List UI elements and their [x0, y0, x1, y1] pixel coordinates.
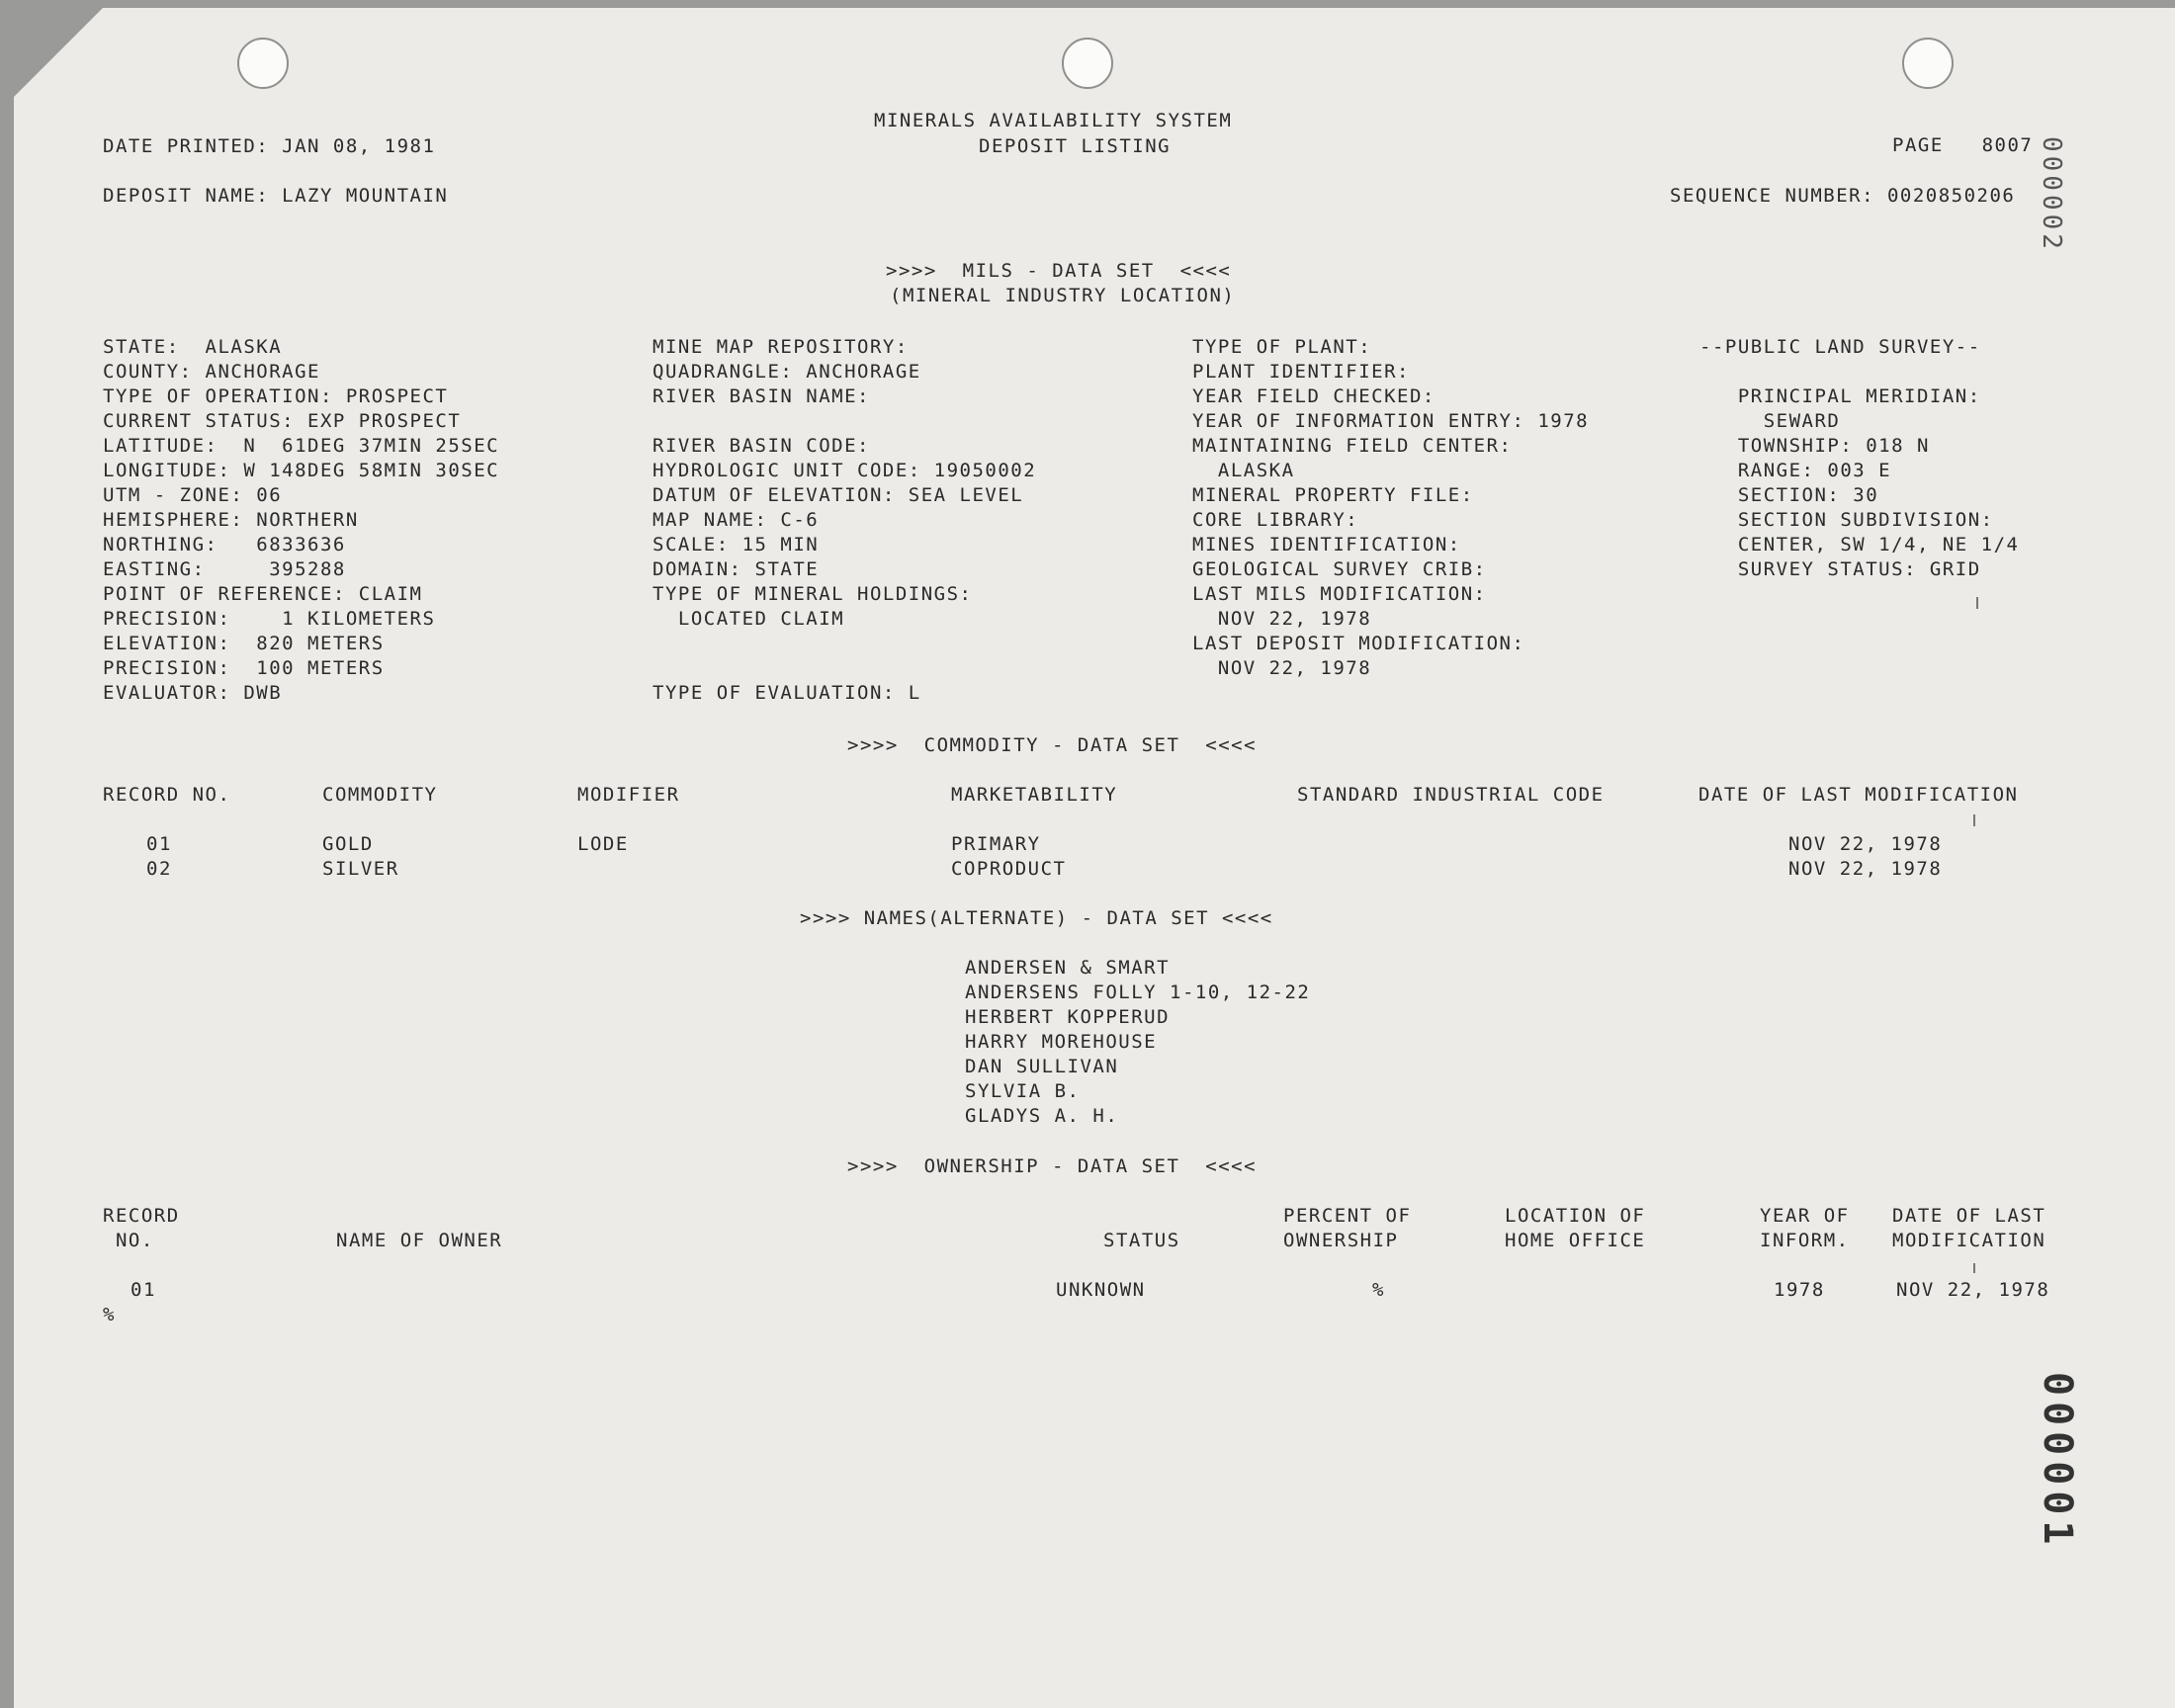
- table-row: NOV 22, 1978: [1896, 1279, 2050, 1301]
- ownership-header-date: DATE OF LAST MODIFICATION: [1892, 1205, 2046, 1251]
- table-row: LODE: [577, 833, 629, 855]
- ownership-header-status: STATUS: [1103, 1230, 1180, 1251]
- stray-mark: [1976, 597, 1978, 609]
- table-row: UNKNOWN: [1056, 1279, 1146, 1301]
- table-row: NOV 22, 1978: [1788, 858, 1943, 880]
- table-row: 01: [130, 1279, 156, 1301]
- deposit-name: DEPOSIT NAME: LAZY MOUNTAIN: [103, 185, 449, 207]
- ownership-header-owner: NAME OF OWNER: [336, 1230, 503, 1251]
- mils-column-1: STATE: ALASKA COUNTY: ANCHORAGE TYPE OF OPERATION: PROSPECT CURRENT STATUS: EXP PROSPECT LATITUDE: N 61DEG 37MIN 25SEC LONGITUDE: W 148DEG 58MIN 30SEC UTM - ZONE: 06 HEMISPHERE: NORTHERN NORTHING: 6833636 EASTING: 395288 POINT OF REFERENCE: CLAIM PRECISION: 1 KILOMETERS ELEVATION: 820 METERS PRECISION: 100 METERS EVALUATOR: DWB: [103, 336, 500, 704]
- mils-column-2: MINE MAP REPOSITORY: QUADRANGLE: ANCHORAGE RIVER BASIN NAME: RIVER BASIN CODE: HYDROLOGIC UNIT CODE: 19050002 DATUM OF ELEVATION: SEA LEVEL MAP NAME: C-6 SCALE: 15 MIN DOMAIN: STATE TYPE OF MINERAL HOLDINGS: LOCATED CLAIM TYPE OF EVALUATION: L: [652, 336, 1037, 704]
- table-row: 1978: [1774, 1279, 1825, 1301]
- alternate-names-list: ANDERSEN & SMART ANDERSENS FOLLY 1-10, 12-22 HERBERT KOPPERUD HARRY MOREHOUSE DAN SULLIVAN SYLVIA B. GLADYS A. H.: [965, 957, 1311, 1127]
- sequence-number: SEQUENCE NUMBER: 0020850206: [1670, 185, 2016, 207]
- date-printed: DATE PRINTED: JAN 08, 1981: [103, 135, 436, 157]
- report-title: DEPOSIT LISTING: [979, 135, 1172, 157]
- punch-hole: [1062, 38, 1113, 89]
- public-land-survey: --PUBLIC LAND SURVEY-- PRINCIPAL MERIDIAN: SEWARD TOWNSHIP: 018 N RANGE: 003 E SECTION: 30 SECTION SUBDIVISION: CENTER, SW 1/4, NE 1/4 SURVEY STATUS: GRID: [1699, 336, 2020, 580]
- torn-corner: [14, 8, 103, 97]
- ownership-header-location: LOCATION OF HOME OFFICE: [1505, 1205, 1646, 1251]
- stray-mark: [1973, 814, 1975, 826]
- system-title: MINERALS AVAILABILITY SYSTEM: [874, 110, 1233, 131]
- ownership-header-percent: PERCENT OF OWNERSHIP: [1283, 1205, 1412, 1251]
- commodity-header-marketability: MARKETABILITY: [951, 784, 1118, 806]
- table-row: PRIMARY: [951, 833, 1041, 855]
- commodity-header-date: DATE OF LAST MODIFICATION: [1698, 784, 2019, 806]
- document-page: [14, 8, 2175, 1708]
- table-row: GOLD: [322, 833, 374, 855]
- page-number: PAGE 8007: [1892, 134, 2034, 156]
- commodity-header-sic: STANDARD INDUSTRIAL CODE: [1297, 784, 1605, 806]
- ownership-header-record: RECORD NO.: [103, 1205, 180, 1251]
- ownership-section-title: >>>> OWNERSHIP - DATA SET <<<<: [847, 1155, 1258, 1177]
- commodity-section-title: >>>> COMMODITY - DATA SET <<<<: [847, 734, 1258, 756]
- table-row: 01: [146, 833, 172, 855]
- mils-section-subtitle: (MINERAL INDUSTRY LOCATION): [890, 285, 1236, 306]
- table-row: COPRODUCT: [951, 858, 1067, 880]
- end-marker: %: [103, 1304, 116, 1325]
- punch-hole: [1902, 38, 1954, 89]
- mils-section-title: >>>> MILS - DATA SET <<<<: [886, 260, 1232, 282]
- stray-mark: [1973, 1263, 1975, 1273]
- table-row: 02: [146, 858, 172, 880]
- margin-stamp-top: 000002: [2037, 136, 2066, 253]
- commodity-header-record: RECORD NO.: [103, 784, 231, 806]
- names-section-title: >>>> NAMES(ALTERNATE) - DATA SET <<<<: [800, 907, 1273, 929]
- table-row: NOV 22, 1978: [1788, 833, 1943, 855]
- margin-stamp-bottom: 000001: [2035, 1372, 2080, 1551]
- ownership-header-year: YEAR OF INFORM.: [1760, 1205, 1850, 1251]
- punch-hole: [237, 38, 289, 89]
- mils-column-3: TYPE OF PLANT: PLANT IDENTIFIER: YEAR FIELD CHECKED: YEAR OF INFORMATION ENTRY: 1978 MAINTAINING FIELD CENTER: ALASKA MINERAL PROPERTY FILE: CORE LIBRARY: MINES IDENTIFICATION: GEOLOGICAL SURVEY CRIB: LAST MILS MODIFICATION: NOV 22, 1978 LAST DEPOSIT MODIFICATION: NOV 22, 1978: [1192, 336, 1590, 679]
- table-row: %: [1372, 1279, 1385, 1301]
- table-row: SILVER: [322, 858, 399, 880]
- commodity-header-modifier: MODIFIER: [577, 784, 680, 806]
- commodity-header-commodity: COMMODITY: [322, 784, 438, 806]
